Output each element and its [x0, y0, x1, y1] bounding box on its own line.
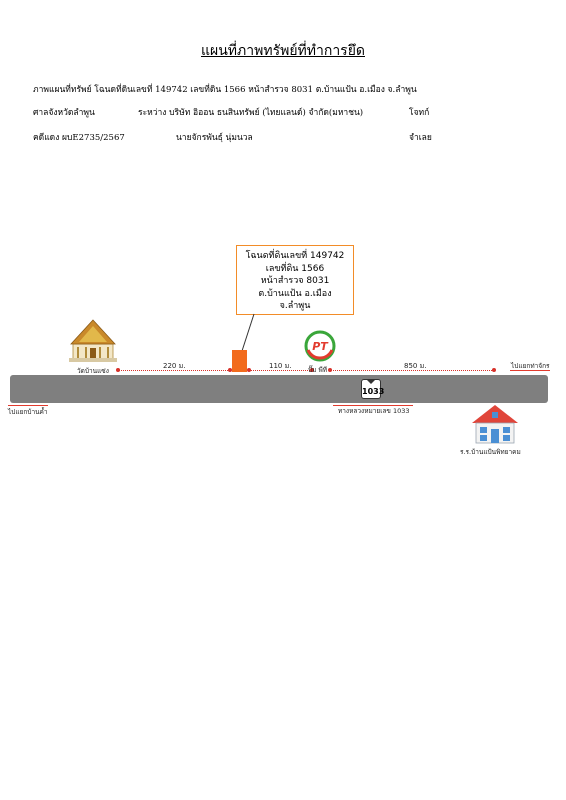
highway-label: ทางหลวงหมายเลข 1033: [338, 407, 410, 415]
distance-station: 110 ม.: [269, 362, 292, 370]
highway-number: 1033: [362, 387, 385, 396]
station-label: ปั๊ม พีที: [308, 366, 328, 374]
parcel-callout: [236, 245, 354, 315]
right-direction-label: ไปแยกท่าจักร: [511, 362, 550, 370]
route-point: [492, 368, 496, 372]
main-road: [10, 375, 548, 403]
court-name: ศาลจังหวัดลำพูน: [33, 108, 95, 118]
parcel-marker: [232, 350, 247, 372]
left-direction-line: [8, 405, 48, 406]
temple-icon: [67, 318, 119, 364]
pt-logo-icon: [304, 330, 336, 362]
shield-top-mark: [366, 379, 376, 385]
callout-survey: หน้าสำรวจ 8031: [260, 276, 330, 286]
page-title: แผนที่ภาพทรัพย์ที่ทำการยึด: [201, 43, 365, 59]
distance-right: 850 ม.: [404, 362, 427, 370]
callout-land-no: เลขที่ดิน 1566: [265, 263, 325, 274]
route-point: [116, 368, 120, 372]
school-icon: [470, 403, 520, 445]
plaintiff-role: โจทก์: [409, 108, 430, 118]
header-deed-line: ภาพแผนที่ทรัพย์ โฉนดที่ดินเลขที่ 149742 เลขที่ดิน 1566 หน้าสำรวจ 8031 ต.บ้านแป้น อ.เมือง จ.ลำพูน: [33, 85, 417, 95]
left-direction-label: ไปแยกบ้านค้ำ: [8, 408, 48, 416]
distance-temple: 220 ม.: [163, 362, 186, 370]
temple-label: วัดบ้านแซ่ง: [77, 367, 109, 375]
route-point: [247, 368, 251, 372]
parties: ระหว่าง บริษัท อิออน ธนสินทรัพย์ (ไทยแลนด์) จำกัด(มหาชน): [138, 108, 364, 118]
defendant-name: นายจักรพันธุ์ นุ่มนวล: [176, 133, 253, 143]
right-direction-line: [510, 370, 550, 371]
pt-logo-text: PT: [312, 340, 328, 353]
callout-pointer: [240, 313, 260, 353]
route-point: [328, 368, 332, 372]
defendant-role: จำเลย: [409, 133, 432, 143]
callout-province: จ.ลำพูน: [279, 301, 311, 311]
school-label: ร.ร.บ้านแป้นพิทยาคม: [460, 448, 521, 456]
callout-deed: โฉนดที่ดินเลขที่ 149742: [245, 251, 345, 261]
case-number: คดีแดง ผบE2735/2567: [33, 133, 125, 143]
callout-location: ต.บ้านแป้น อ.เมือง: [258, 288, 332, 299]
route-point: [228, 368, 232, 372]
